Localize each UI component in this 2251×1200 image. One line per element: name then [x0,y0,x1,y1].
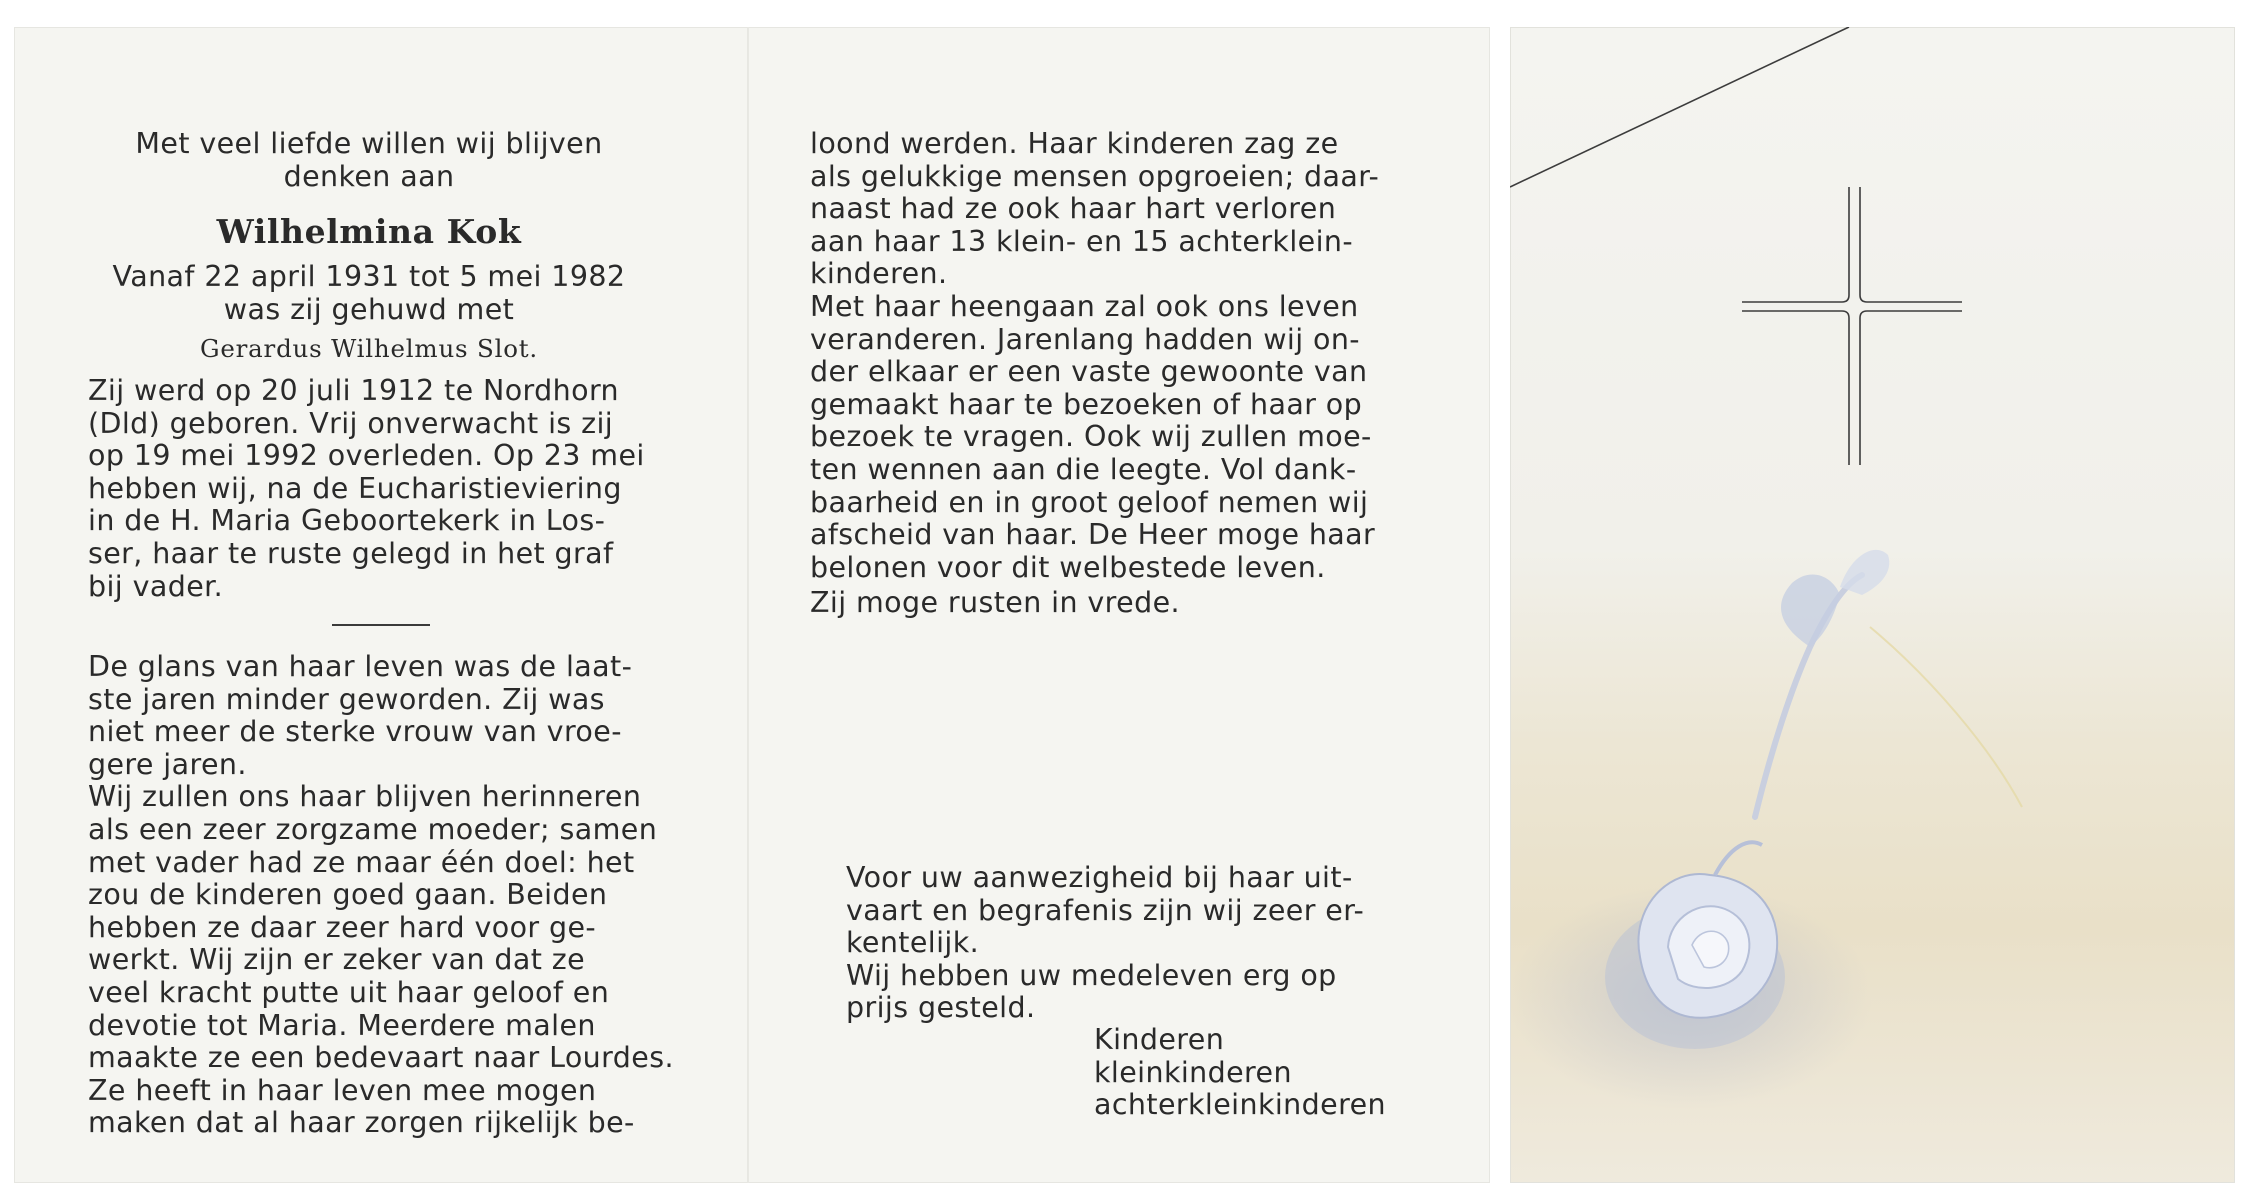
tribute-line: hebben ze daar zeer hard voor ge- [88,910,597,944]
cover-artwork [1510,27,2235,1183]
thanks-line: prijs gesteld. [846,991,1036,1025]
front-cover [1510,27,2235,1183]
bio-line: op 19 mei 1992 overleden. Op 23 mei [88,439,645,473]
marriage-text [64,261,674,326]
cross-icon [1510,27,1962,465]
tribute-line: loond werden. Haar kinderen zag ze [810,127,1339,160]
intro-text [64,128,674,193]
tribute-line: gemaakt haar te bezoeken of haar op [810,387,1363,421]
family-signoff [1094,1024,1454,1122]
marriage-line: Vanaf 22 april 1931 tot 5 mei 1982 [112,260,626,293]
marriage-line: was zij gehuwd met [223,292,515,326]
tribute-line: gere jaren. [88,747,247,781]
tribute-line: zou de kinderen goed gaan. Beiden [88,878,608,912]
tribute-line: aan haar 13 klein- en 15 achterklein- [810,224,1354,258]
tribute-line: ste jaren minder geworden. Zij was [88,682,605,716]
tribute-line: veel kracht putte uit haar geloof en [88,975,610,1009]
tribute-line: baarheid en in groot geloof nemen wij [810,485,1369,519]
signoff-line: kleinkinderen [1094,1055,1292,1089]
bio-line: (Dld) geboren. Vrij onverwacht is zij [88,406,614,440]
bio-line: in de H. Maria Geboortekerk in Los- [88,504,606,538]
tribute-line: bezoek te vragen. Ook wij zullen moe- [810,420,1372,454]
intro-line: denken aan [283,159,455,193]
tribute-line: werkt. Wij zijn er zeker van dat ze [88,943,586,977]
tribute-text-left [88,651,688,1140]
tribute-line: naast had ze ook haar hart verloren [810,192,1337,226]
tribute-line: Met haar heengaan zal ook ons leven [810,289,1359,323]
tribute-line: veranderen. Jarenlang hadden wij on- [810,322,1360,356]
tribute-line: De glans van haar leven was de laat- [88,650,633,683]
tribute-line: met vader had ze maar één doel: het [88,845,635,879]
bio-line: Zij werd op 20 juli 1912 te Nordhorn [88,374,620,407]
thanks-line: Wij hebben uw medeleven erg op [846,958,1337,992]
tribute-line: devotie tot Maria. Meerdere malen [88,1008,596,1042]
thanks-line: Voor uw aanwezigheid bij haar uit- [846,861,1353,894]
tribute-line: der elkaar er een vaste gewoonte van [810,355,1368,389]
tribute-line: maakte ze een bedevaart naar Lourdes. [88,1041,674,1075]
tribute-line: Ze heeft in haar leven mee mogen [88,1073,597,1107]
closing-line: Zij moge rusten in vrede. [810,586,1180,619]
tribute-text-right [810,128,1410,584]
tribute-line: als gelukkige mensen opgroeien; daar- [810,159,1380,193]
bio-line: hebben wij, na de Eucharistieviering [88,471,622,505]
tribute-line: Wij zullen ons haar blijven herinneren [88,780,642,814]
spouse-name: Gerardus Wilhelmus Slot. [199,334,539,363]
tribute-line: niet meer de sterke vrouw van vroe- [88,715,622,749]
tribute-line: kinderen. [810,257,948,291]
rose-illustration [1605,550,2022,1049]
tribute-line: als een zeer zorgzame moeder; samen [88,812,658,846]
signoff-line: achterkleinkinderen [1094,1088,1386,1122]
bio-line: bij vader. [88,569,224,603]
bio-line: ser, haar te ruste gelegd in het graf [88,536,614,570]
thanks-text [846,862,1446,1025]
deceased-name: Wilhelmina Kok [216,212,522,251]
intro-line: Met veel liefde willen wij blijven [135,127,603,160]
tribute-line: maken dat al haar zorgen rijkelijk be- [88,1106,635,1140]
separator-rule [332,624,430,626]
thanks-line: vaart en begrafenis zijn wij zeer er- [846,893,1365,927]
biography [88,375,688,603]
signoff-line: Kinderen [1094,1023,1225,1056]
tribute-line: ten wennen aan die leegte. Vol dank- [810,452,1357,486]
tribute-line: afscheid van haar. De Heer moge haar [810,518,1376,552]
thanks-line: kentelijk. [846,926,980,960]
fold-line [747,27,749,1183]
tribute-line: belonen voor dit welbestede leven. [810,550,1326,584]
